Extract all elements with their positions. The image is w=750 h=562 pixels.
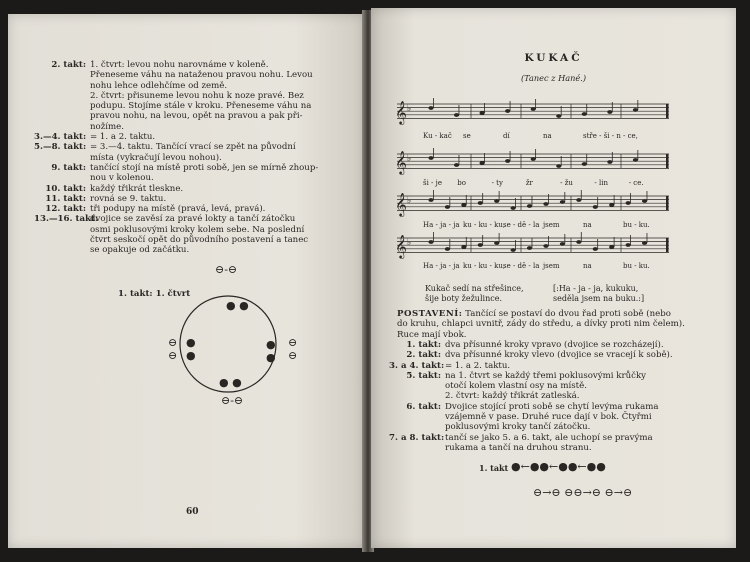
step-label: 1. takt:: [406, 340, 441, 350]
step-label: [389, 381, 445, 391]
lyric-syllable: bo: [457, 179, 466, 187]
step-row: [389, 443, 727, 453]
step-text: dvojice se zavěsí za pravé lokty a tančí zátočku: [90, 214, 296, 225]
step-row: [389, 340, 727, 350]
step-text: Přeneseme váhu na nataženou pravou nohu. Levou: [90, 70, 313, 81]
step-label: 11. takt:: [45, 193, 86, 204]
circle-diagram: [8, 14, 365, 548]
footprint-row-top: ●←●●←●●←●●: [511, 460, 606, 473]
footprint-inner-bottom: ● ●: [219, 376, 242, 389]
postaveni-heading: POSTAVENÍ:: [397, 309, 463, 319]
footprint-inner-left: ● ●: [186, 336, 196, 362]
lyric-syllable: na: [583, 221, 592, 229]
lyric-syllable: bu - ku.: [623, 262, 650, 270]
step-text: 2. čtvrt: každý třikrát zatleská.: [445, 391, 580, 402]
lyric-syllable: na: [543, 132, 552, 140]
lyric-syllable: se - dě - la: [503, 262, 540, 270]
step-text: každý třikrát tleskne.: [90, 183, 184, 194]
step-label: 5. takt:: [406, 370, 441, 381]
step-label: 7. a 8. takt:: [389, 432, 445, 443]
step-text: nohu lehce odlehčíme od země.: [90, 80, 228, 91]
step-label: 2. takt:: [51, 60, 86, 70]
lyric-syllable: jsem: [543, 221, 560, 229]
svg-text:𝄞: 𝄞: [395, 100, 407, 124]
lyric-syllable: Ku - kač: [423, 132, 452, 140]
step-text: rukama a tančí na druhou stranu.: [445, 442, 592, 453]
step-text: čtvrt seskočí opět do původního postavení a tanec: [90, 235, 309, 246]
step-text: 2. čtvrt: přisuneme levou nohu k noze pravé. Bez: [90, 90, 304, 101]
lyric-syllable: - žu: [560, 179, 573, 187]
lyric-syllable: Ha - ja - ja: [423, 221, 460, 229]
lyric-syllable: jsem: [543, 262, 560, 270]
footprint-outer-left: ⊖ ⊖: [168, 336, 178, 362]
step-row: [389, 381, 727, 391]
footprint-outer-right: ⊖ ⊖: [288, 336, 298, 362]
step-text: otočí kolem vlastní osy na místě.: [445, 381, 587, 392]
step-text: Dvojice stojící proti sobě se chytí levýma rukama: [445, 401, 659, 412]
step-row: [389, 350, 727, 360]
step-text: místa (vykračují levou nohou).: [90, 152, 222, 163]
step-label: 12. takt:: [45, 204, 86, 215]
step-text: se opakuje od začátku.: [90, 245, 190, 256]
step-text: vzájemně v pase. Druhé ruce dají v bok. Čtyřmi: [445, 412, 652, 423]
lyric-syllable: - ce.: [628, 179, 644, 187]
lyric-syllable: Ha - ja - ja: [423, 262, 460, 270]
step-label: [389, 443, 445, 453]
page-number: 60: [186, 507, 199, 517]
song-subtitle: (Tanec z Hané.): [520, 73, 587, 83]
step-text: podupu. Stojíme stále v kroku. Přeneseme váhu na: [90, 101, 312, 112]
step-text: nožíme.: [90, 121, 124, 132]
figure-label: 1. takt: 1. čtvrt: [118, 289, 191, 299]
step-row: [389, 402, 727, 412]
postaveni-paragraph: POSTAVENÍ: Tančící se postaví do dvou řad proti sobě (nebo do kruhu, chlapci uvnitř, zády do středu, a dívky proti nim čelem). Ruce mají vbok.: [397, 309, 685, 340]
step-text: = 1. a 2. taktu.: [90, 132, 156, 143]
svg-text:♭: ♭: [407, 104, 412, 114]
step-text: osmi poklusovými kroky kolem sebe. Na poslední: [90, 224, 305, 235]
step-text: tančící stojí na místě proti sobě, jen se mírně zhoup-: [90, 162, 319, 173]
step-label: 3. a 4. takt:: [389, 360, 445, 371]
svg-text:♭: ♭: [407, 238, 412, 248]
lyric-syllable: ku - ku - ku,: [463, 221, 506, 229]
svg-text:♭: ♭: [407, 154, 412, 164]
verse-right: [:Ha - ja - ja, kukuku, seděla jsem na buku.:]: [553, 284, 645, 303]
step-row: [389, 422, 727, 432]
lyric-syllable: na: [583, 262, 592, 270]
step-row: [389, 433, 727, 443]
footprint-bottom: ⊖-⊖: [221, 394, 244, 407]
step-label: 2. takt:: [406, 350, 441, 361]
step-row: [389, 361, 727, 371]
step-label: 6. takt:: [406, 401, 441, 412]
step-text: na 1. čtvrt se každý třemi poklusovými krůčky: [445, 370, 647, 381]
step-text: = 3.—4. taktu. Tančící vrací se zpět na původní: [90, 142, 296, 153]
svg-text:𝄞: 𝄞: [395, 192, 407, 216]
lyric-syllable: - ce,: [623, 132, 638, 140]
lyric-syllable: žr: [525, 179, 533, 187]
step-label: 9. takt:: [51, 162, 86, 173]
step-text: pravou nohu, na levou, opět na pravou a pak při-: [90, 111, 303, 122]
step-text: = 1. a 2. taktu.: [445, 360, 511, 371]
step-text: poklusovými kroky tančí zátočku.: [445, 422, 591, 433]
step-row: [389, 371, 727, 381]
left-page: [8, 14, 365, 548]
svg-text:𝄞: 𝄞: [395, 234, 407, 258]
step-label: 10. takt:: [45, 183, 86, 194]
step-text: rovná se 9. taktu.: [90, 193, 167, 204]
lyric-syllable: se: [463, 132, 471, 140]
step-label: [389, 422, 445, 432]
svg-text:𝄞: 𝄞: [395, 150, 407, 174]
step-text: tančí se jako 5. a 6. takt, ale uchopí se pravýma: [445, 432, 653, 443]
verse-left: Kukač sedí na střešince, šije boty žežulince.: [425, 284, 524, 303]
step-label: [389, 412, 445, 422]
step-text: dva přísunné kroky vlevo (dvojice se vracejí k sobě).: [445, 350, 673, 361]
footprint-inner-top: ● ●: [226, 299, 249, 312]
right-figure-label: 1. takt: [479, 463, 509, 473]
step-text: nou v kolenou.: [90, 173, 154, 184]
lyric-syllable: ši - je: [423, 179, 442, 187]
step-label: [389, 391, 445, 401]
lyric-syllable: stře - ši - n: [583, 132, 621, 140]
lyric-syllable: - ty: [491, 179, 503, 187]
right-page: [371, 8, 736, 548]
step-text: tři podupy na místě (pravá, levá, pravá).: [90, 204, 266, 215]
lyric-syllable: - lin: [594, 179, 608, 187]
step-label: 13.—16. takt:: [34, 214, 99, 225]
lyric-syllable: dí: [503, 132, 510, 140]
step-row: [389, 391, 727, 401]
step-label: 5.—8. takt:: [34, 142, 87, 153]
svg-text:♭: ♭: [407, 196, 412, 206]
step-text: 1. čtvrt: levou nohu narovnáme v koleně.: [90, 60, 269, 70]
lyric-syllable: bu - ku.: [623, 221, 650, 229]
step-row: [389, 412, 727, 422]
footprint-top: ⊖-⊖: [215, 263, 238, 276]
footprint-inner-right: ● ●: [266, 338, 276, 364]
song-title: KUKAČ: [524, 52, 583, 64]
footprint-row-bottom: ⊖→⊖ ⊖⊖→⊖ ⊖→⊖: [533, 486, 633, 499]
step-label: 3.—4. takt:: [34, 132, 87, 143]
lyric-syllable: se - dě - la: [503, 221, 540, 229]
step-text: dva přísunné kroky vpravo (dvojice se rozcházejí).: [445, 340, 664, 350]
right-step-list: [389, 340, 727, 453]
lyric-syllable: ku - ku - ku,: [463, 262, 506, 270]
